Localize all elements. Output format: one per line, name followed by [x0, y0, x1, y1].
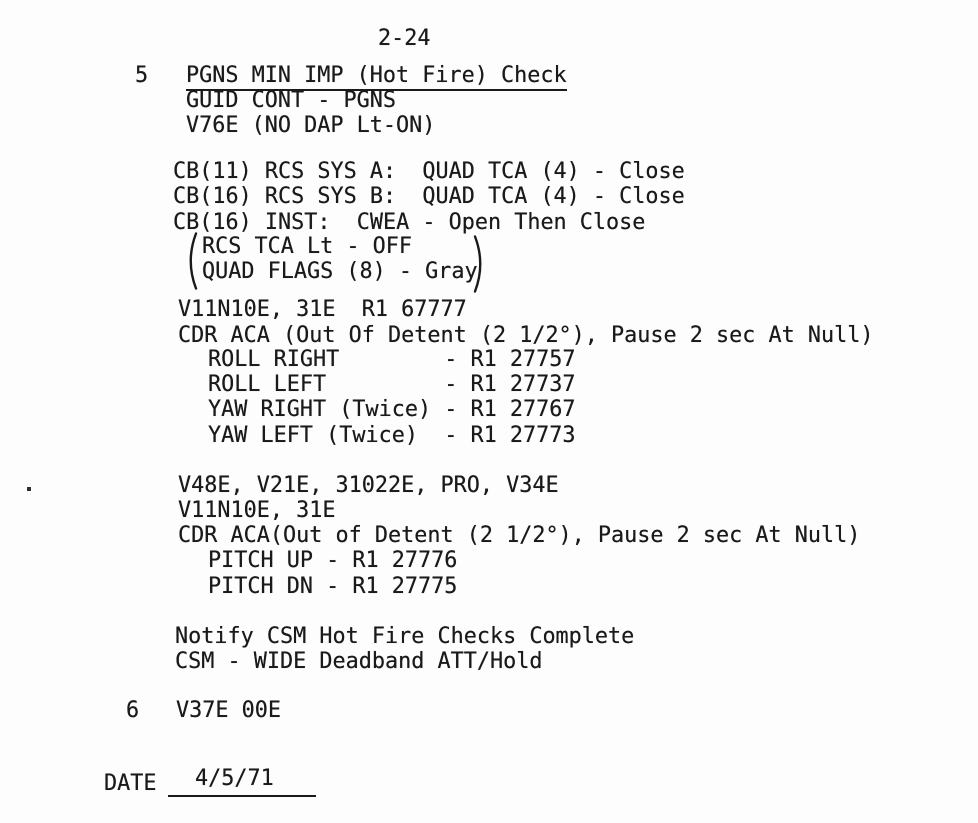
aca-check1-header: CDR ACA (Out Of Detent (2 1/2°), Pause 2 sec At Null)	[178, 323, 874, 348]
step5-number: 5	[135, 63, 149, 88]
monitor-line-1: V11N10E, 31E R1 67777	[178, 297, 467, 322]
aca-row-roll-right: ROLL RIGHT - R1 27757	[208, 347, 576, 372]
aca-row-yaw-left: YAW LEFT (Twice) - R1 27773	[208, 423, 576, 448]
monitor-line-2: V11N10E, 31E	[178, 498, 336, 523]
date-label: DATE	[104, 771, 157, 796]
cb-line-rcs-sys-b: CB(16) RCS SYS B: QUAD TCA (4) - Close	[173, 184, 685, 209]
csm-deadband-line: CSM - WIDE Deadband ATT/Hold	[175, 649, 543, 674]
scan-speck	[27, 487, 31, 491]
aca-row-pitch-dn: PITCH DN - R1 27775	[208, 574, 458, 599]
aca-row-roll-left: ROLL LEFT - R1 27737	[208, 372, 576, 397]
paren-note-line-rcs-tca: RCS TCA Lt - OFF	[202, 234, 412, 259]
aca-row-yaw-right: YAW RIGHT (Twice) - R1 27767	[208, 397, 576, 422]
paren-left-icon	[183, 232, 199, 290]
guid-cont-line: GUID CONT - PGNS	[186, 88, 396, 113]
paren-right-icon	[472, 235, 488, 293]
aca-row-pitch-up: PITCH UP - R1 27776	[208, 548, 458, 573]
date-blank	[168, 766, 316, 797]
page-number: 2-24	[378, 26, 431, 51]
step5-title: PGNS MIN IMP (Hot Fire) Check	[186, 63, 567, 91]
date-value: 4/5/71	[195, 766, 274, 791]
verb76-line: V76E (NO DAP Lt-ON)	[186, 113, 436, 138]
dap-line: V48E, V21E, 31022E, PRO, V34E	[178, 473, 559, 498]
cb-line-rcs-sys-a: CB(11) RCS SYS A: QUAD TCA (4) - Close	[173, 159, 685, 184]
step6-command: V37E 00E	[176, 698, 281, 723]
cb-line-inst-cwea: CB(16) INST: CWEA - Open Then Close	[173, 210, 646, 235]
paren-note-line-quad-flags: QUAD FLAGS (8) - Gray	[202, 259, 478, 284]
notify-csm-line: Notify CSM Hot Fire Checks Complete	[175, 624, 635, 649]
step6-number: 6	[126, 698, 140, 723]
aca-check2-header: CDR ACA(Out of Detent (2 1/2°), Pause 2 sec At Null)	[178, 523, 861, 548]
